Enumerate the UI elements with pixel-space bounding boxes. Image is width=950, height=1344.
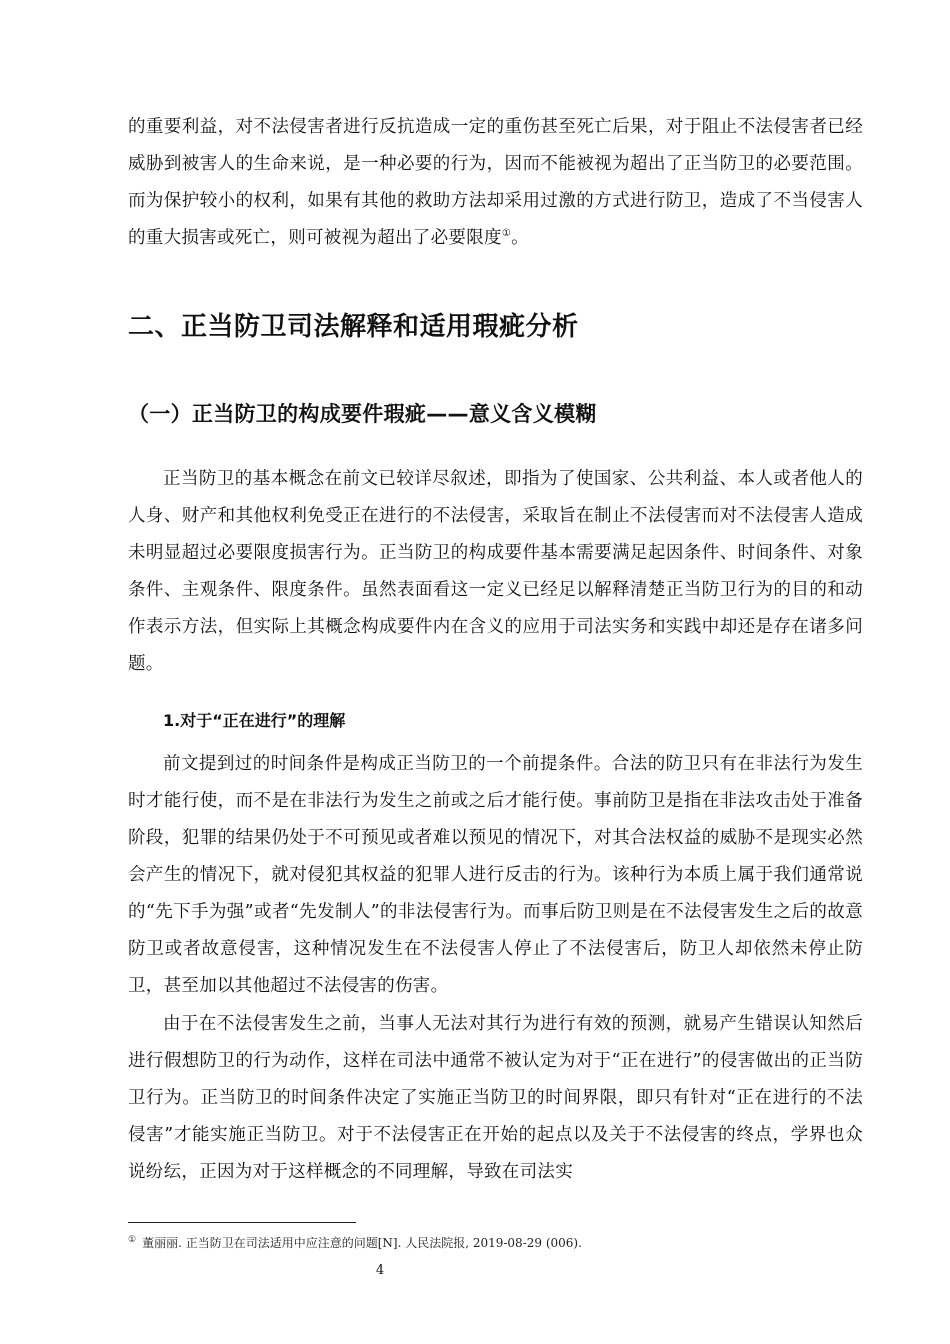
footnote-separator bbox=[128, 1222, 356, 1223]
paragraph-continued-text: 的重要利益，对不法侵害者进行反抗造成一定的重伤甚至死亡后果，对于阻止不法侵害者已经威胁到被害人的生命来说，是一种必要的行为，因而不能被视为超出了正当防卫的必要范围。而为保护较小的权利，如果有其他的救助方法却采用过激的方式进行防卫，造成了不当侵害人的重大损害或死亡，则可被视为超出了必要限度 bbox=[128, 117, 863, 248]
paragraph-continued-end: 。 bbox=[511, 228, 529, 248]
paragraph-definition: 正当防卫的基本概念在前文已较详尽叙述，即指为了使国家、公共利益、本人或者他人的人身、财产和其他权利免受正在进行的不法侵害，采取旨在制止不法侵害而对不法侵害人造成未明显超过必要限度损害行为。正当防卫的构成要件基本需要满足起因条件、时间条件、对象条件、主观条件、限度条件。虽然表面看这一定义已经足以解释清楚正当防卫行为的目的和动作表示方法，但实际上其概念构成要件内在含义的应用于司法实务和实践中却还是存在诸多问题。 bbox=[128, 469, 863, 674]
footnote bbox=[128, 1234, 582, 1252]
paragraph-false-defense: 由于在不法侵害发生之前，当事人无法对其行为进行有效的预测，就易产生错误认知然后进行假想防卫的行为动作，这样在司法中通常不被认定为对于“正在进行”的侵害做出的正当防卫行为。正当防卫的时间条件决定了实施正当防卫的时间界限，即只有针对“正在进行的不法侵害”才能实施正当防卫。对于不法侵害正在开始的起点以及关于不法侵害的终点，学界也众说纷纭，正因为对于这样概念的不同理解，导致在司法实 bbox=[128, 1014, 863, 1182]
page-number: 4 bbox=[375, 1263, 385, 1278]
paragraph-time-condition: 前文提到过的时间条件是构成正当防卫的一个前提条件。合法的防卫只有在非法行为发生时才能行使，而不是在非法行为发生之前或之后才能行使。事前防卫是指在非法攻击处于准备阶段，犯罪的结果仍处于不可预见或者难以预见的情况下，对其合法权益的威胁不是现实必然会产生的情况下，就对侵犯其权益的犯罪人进行反击的行为。该种行为本质上属于我们通常说的“先下手为强”或者“先发制人”的非法侵害行为。而事后防卫则是在不法侵害发生之后的故意防卫或者故意侵害，这种情况发生在不法侵害人停止了不法侵害后，防卫人却依然未停止防卫，甚至加以其他超过不法侵害的伤害。 bbox=[128, 754, 863, 996]
footnote-reference[interactable]: ① bbox=[501, 228, 512, 240]
section-heading: 二、正当防卫司法解释和适用瑕疵分析 bbox=[128, 312, 579, 342]
paragraph-continued bbox=[128, 109, 863, 257]
footnote-marker: ① bbox=[128, 1235, 137, 1245]
subsection-heading: （一）正当防卫的构成要件瑕疵——意义含义模糊 bbox=[128, 402, 597, 426]
footnote-text: 董丽丽. 正当防卫在司法适用中应注意的问题[N]. 人民法院报, 2019-08-29 (006). bbox=[142, 1236, 582, 1250]
subsubsection-heading: 1.对于“正在进行”的理解 bbox=[163, 711, 346, 730]
